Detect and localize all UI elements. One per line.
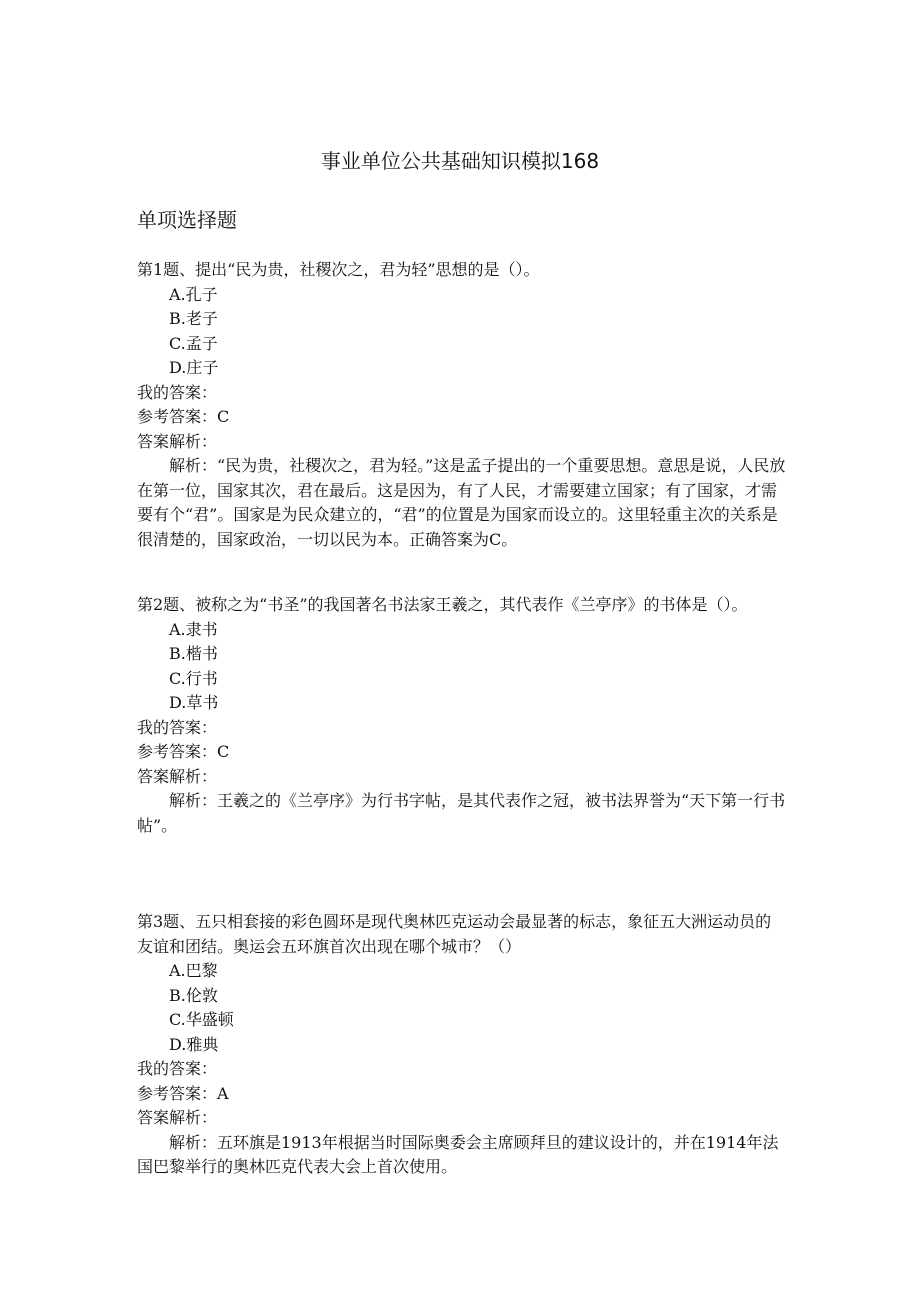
option-a: A.巴黎 — [169, 961, 218, 980]
option-d: D.庄子 — [169, 358, 219, 377]
my-answer-label: 我的答案： — [137, 1059, 218, 1078]
option-list — [137, 959, 787, 1057]
page-title: 事业单位公共基础知识模拟168 — [320, 149, 600, 173]
option-a: A.孔子 — [169, 284, 218, 304]
section-title: 单项选择题 — [137, 208, 237, 232]
question-1 — [137, 258, 787, 552]
option-c: C.行书 — [169, 668, 218, 688]
question-stem: 第1题、提出“民为贵，社稷次之，君为轻”思想的是（）。 — [137, 260, 540, 279]
my-answer-label: 我的答案： — [137, 382, 218, 402]
option-list — [137, 618, 787, 716]
option-d: D.草书 — [169, 693, 219, 712]
question-2 — [137, 593, 787, 838]
option-c: C.孟子 — [169, 333, 218, 353]
reference-answer: 参考答案：C — [137, 742, 230, 761]
answer-analysis-label: 答案解析： — [137, 431, 218, 451]
option-c: C.华盛顿 — [169, 1010, 234, 1029]
reference-answer: 参考答案：C — [137, 407, 230, 426]
option-list — [137, 283, 787, 381]
option-a: A.隶书 — [169, 619, 218, 639]
question-stem: 第2题、被称之为“书圣”的我国著名书法家王羲之，其代表作《兰亭序》的书体是（）。 — [137, 595, 748, 614]
option-b: B.伦敦 — [169, 985, 218, 1005]
analysis-text: 解析：“民为贵，社稷次之，君为轻。”这是孟子提出的一个重要思想。意思是说，人民放在第一位，国家其次，君在最后。这是因为，有了人民，才需要建立国家；有了国家，才需要有个“君”。国家是为民众建立的，“君”的位置是为国家而设立的。这里轻重主次的关系是很清楚的，国家政治，一切以民为本。正确答案为C。 — [137, 456, 786, 549]
option-d: D.雅典 — [169, 1034, 219, 1054]
option-b: B.楷书 — [169, 644, 218, 663]
analysis-text: 解析：王羲之的《兰亭序》为行书字帖，是其代表作之冠，被书法界誉为“天下第一行书帖”。 — [137, 791, 786, 835]
reference-answer: 参考答案：A — [137, 1083, 229, 1103]
answer-analysis-label: 答案解析： — [137, 766, 218, 786]
analysis-text: 解析：五环旗是1913年根据当时国际奥委会主席顾拜旦的建议设计的，并在1914年法国巴黎举行的奥林匹克代表大会上首次使用。 — [137, 1132, 779, 1176]
question-stem: 第3题、五只相套接的彩色圆环是现代奥林匹克运动会最显著的标志，象征五大洲运动员的友谊和团结。奥运会五环旗首次出现在哪个城市？（） — [137, 912, 772, 956]
question-3 — [137, 910, 787, 1180]
answer-analysis-label: 答案解析： — [137, 1108, 218, 1127]
option-b: B.老子 — [169, 309, 218, 328]
my-answer-label: 我的答案： — [137, 717, 218, 737]
